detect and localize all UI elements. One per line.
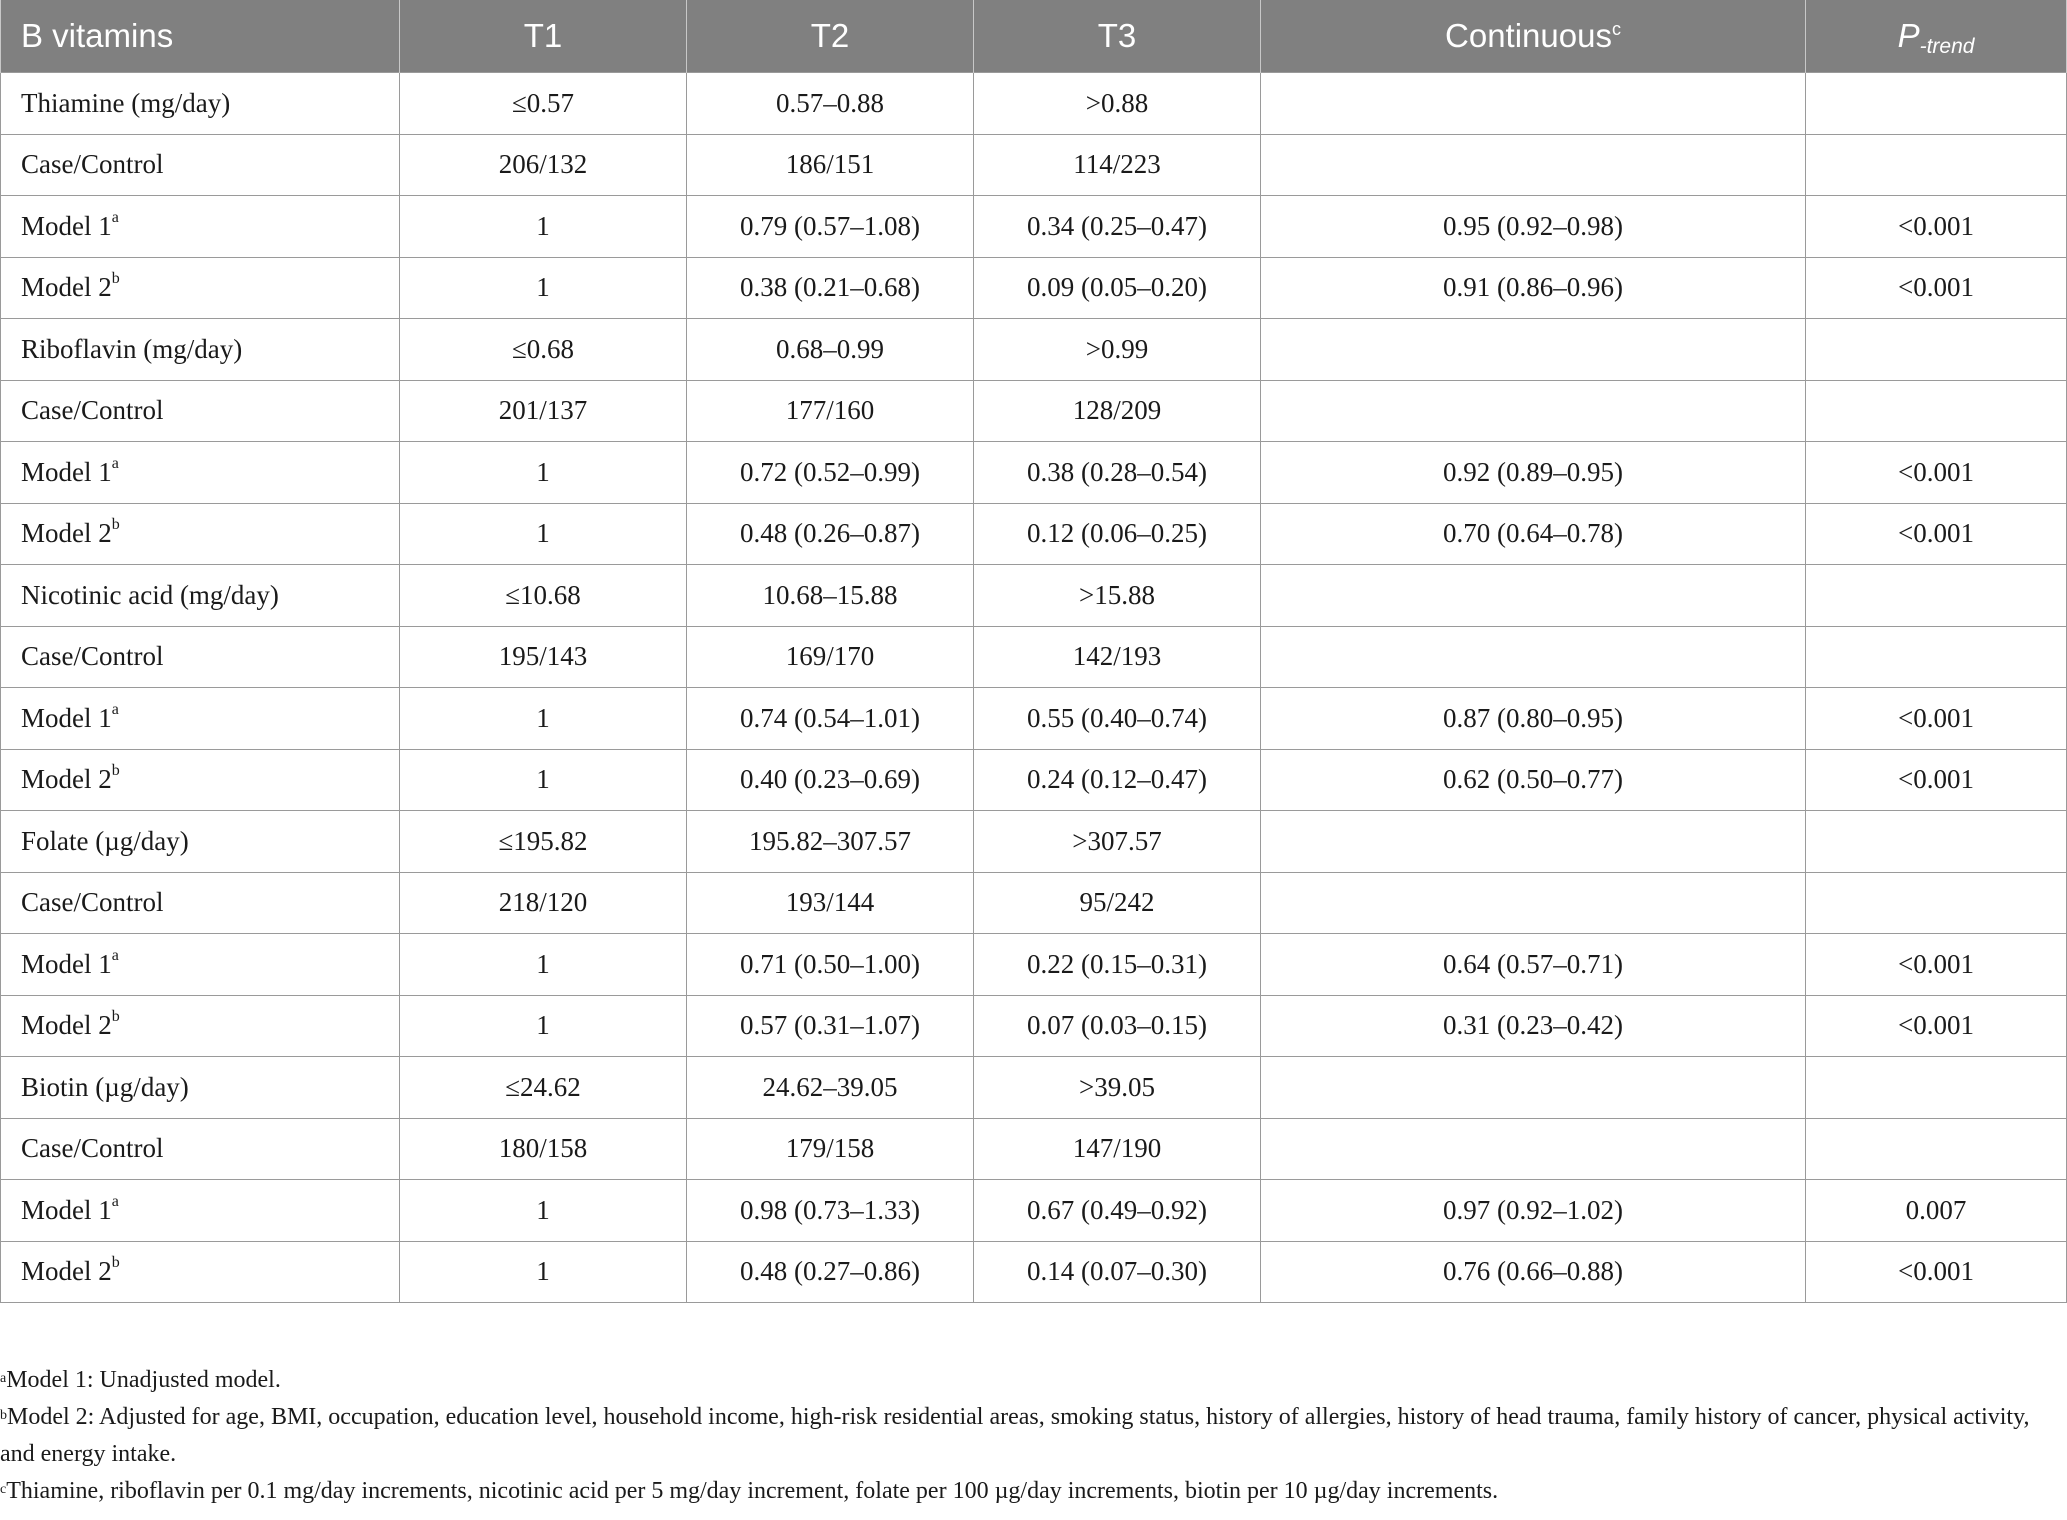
table-row bbox=[1, 811, 2067, 873]
row-label-cell bbox=[1, 749, 400, 811]
header-continuous-sup: c bbox=[1611, 19, 1621, 39]
cell-t1: 1 bbox=[400, 257, 687, 319]
cell-continuous bbox=[1261, 134, 1806, 196]
cell-t3: 128/209 bbox=[974, 380, 1261, 442]
header-t3-text: T3 bbox=[1097, 17, 1137, 54]
cell-t3: 0.34 (0.25–0.47) bbox=[974, 196, 1261, 258]
table-row bbox=[1, 257, 2067, 319]
row-label-sup: b bbox=[111, 516, 120, 534]
cell-t1: 180/158 bbox=[400, 1118, 687, 1180]
cell-p-trend: <0.001 bbox=[1806, 196, 2067, 258]
header-continuous bbox=[1261, 0, 1806, 73]
table-row bbox=[1, 565, 2067, 627]
row-label: Model 2 bbox=[21, 1256, 112, 1287]
row-label: Model 1 bbox=[21, 456, 112, 487]
cell-p-trend: <0.001 bbox=[1806, 688, 2067, 750]
cell-p-trend bbox=[1806, 811, 2067, 873]
cell-continuous bbox=[1261, 872, 1806, 934]
cell-t2: 169/170 bbox=[687, 626, 974, 688]
cell-t2: 0.72 (0.52–0.99) bbox=[687, 442, 974, 504]
cell-t1: 1 bbox=[400, 749, 687, 811]
cell-t3: 114/223 bbox=[974, 134, 1261, 196]
table-body bbox=[1, 73, 2067, 1303]
cell-continuous bbox=[1261, 811, 1806, 873]
header-t2-text: T2 bbox=[810, 17, 850, 54]
row-label-cell bbox=[1, 1057, 400, 1119]
cell-t1: ≤24.62 bbox=[400, 1057, 687, 1119]
cell-t2: 0.68–0.99 bbox=[687, 319, 974, 381]
header-b-vitamins bbox=[1, 0, 400, 73]
table-row bbox=[1, 995, 2067, 1057]
cell-t1: 195/143 bbox=[400, 626, 687, 688]
cell-t2: 177/160 bbox=[687, 380, 974, 442]
footnote-mark: b bbox=[0, 1408, 7, 1423]
cell-t2: 0.57–0.88 bbox=[687, 73, 974, 135]
cell-t3: 147/190 bbox=[974, 1118, 1261, 1180]
row-label: Model 2 bbox=[21, 272, 112, 303]
cell-continuous: 0.76 (0.66–0.88) bbox=[1261, 1241, 1806, 1303]
cell-t1: 218/120 bbox=[400, 872, 687, 934]
row-label-cell bbox=[1, 196, 400, 258]
row-label-cell bbox=[1, 319, 400, 381]
cell-t1: 1 bbox=[400, 442, 687, 504]
cell-continuous bbox=[1261, 319, 1806, 381]
cell-t3: 0.07 (0.03–0.15) bbox=[974, 995, 1261, 1057]
cell-t1: ≤0.57 bbox=[400, 73, 687, 135]
row-label-cell bbox=[1, 1118, 400, 1180]
row-label-cell bbox=[1, 872, 400, 934]
row-label: Case/Control bbox=[21, 887, 164, 918]
row-label-cell bbox=[1, 380, 400, 442]
cell-t3: 142/193 bbox=[974, 626, 1261, 688]
cell-t2: 186/151 bbox=[687, 134, 974, 196]
cell-p-trend bbox=[1806, 1118, 2067, 1180]
table-row bbox=[1, 503, 2067, 565]
cell-t3: 95/242 bbox=[974, 872, 1261, 934]
footnote-text: Model 2: Adjusted for age, BMI, occupation, education level, household income, high-risk residential areas, smoking status, history of allergies, history of head trauma, family history of cancer, physical activity, and energy intake. bbox=[0, 1404, 2030, 1467]
row-label-cell bbox=[1, 257, 400, 319]
cell-p-trend bbox=[1806, 872, 2067, 934]
cell-t3: 0.09 (0.05–0.20) bbox=[974, 257, 1261, 319]
cell-t2: 0.38 (0.21–0.68) bbox=[687, 257, 974, 319]
row-label: Model 2 bbox=[21, 1010, 112, 1041]
table-row bbox=[1, 1180, 2067, 1242]
cell-t3: 0.24 (0.12–0.47) bbox=[974, 749, 1261, 811]
footnote-b bbox=[0, 1399, 2060, 1473]
header-continuous-text: Continuous bbox=[1445, 17, 1612, 54]
header-t3 bbox=[974, 0, 1261, 73]
cell-t2: 195.82–307.57 bbox=[687, 811, 974, 873]
header-p-text: P bbox=[1897, 17, 1920, 54]
cell-continuous: 0.95 (0.92–0.98) bbox=[1261, 196, 1806, 258]
cell-t1: ≤0.68 bbox=[400, 319, 687, 381]
cell-t3: >0.88 bbox=[974, 73, 1261, 135]
row-label: Model 1 bbox=[21, 948, 112, 979]
row-label-cell bbox=[1, 73, 400, 135]
row-label: Case/Control bbox=[21, 1133, 164, 1164]
table-row bbox=[1, 1057, 2067, 1119]
row-label-cell bbox=[1, 688, 400, 750]
cell-t3: 0.14 (0.07–0.30) bbox=[974, 1241, 1261, 1303]
footnotes bbox=[0, 1362, 2060, 1510]
cell-p-trend bbox=[1806, 134, 2067, 196]
cell-continuous bbox=[1261, 1118, 1806, 1180]
cell-t1: 1 bbox=[400, 196, 687, 258]
cell-p-trend bbox=[1806, 380, 2067, 442]
row-label: Model 1 bbox=[21, 1194, 112, 1225]
cell-t3: 0.12 (0.06–0.25) bbox=[974, 503, 1261, 565]
cell-continuous bbox=[1261, 626, 1806, 688]
cell-p-trend: <0.001 bbox=[1806, 749, 2067, 811]
table-row bbox=[1, 380, 2067, 442]
row-label: Nicotinic acid (mg/day) bbox=[21, 579, 279, 610]
cell-t1: 1 bbox=[400, 934, 687, 996]
cell-t1: 206/132 bbox=[400, 134, 687, 196]
row-label-cell bbox=[1, 503, 400, 565]
row-label: Case/Control bbox=[21, 395, 164, 426]
cell-p-trend bbox=[1806, 1057, 2067, 1119]
row-label: Model 2 bbox=[21, 764, 112, 795]
cell-continuous: 0.87 (0.80–0.95) bbox=[1261, 688, 1806, 750]
footnote-text: Thiamine, riboflavin per 0.1 mg/day increments, nicotinic acid per 5 mg/day increment, folate per 100 µg/day increments, biotin per 10 µg/day increments. bbox=[6, 1478, 1499, 1504]
row-label-sup: a bbox=[111, 1192, 119, 1210]
cell-continuous bbox=[1261, 1057, 1806, 1119]
row-label: Model 2 bbox=[21, 518, 112, 549]
cell-continuous: 0.62 (0.50–0.77) bbox=[1261, 749, 1806, 811]
cell-t3: 0.22 (0.15–0.31) bbox=[974, 934, 1261, 996]
header-b-vitamins-text: B vitamins bbox=[21, 17, 174, 54]
cell-continuous: 0.97 (0.92–1.02) bbox=[1261, 1180, 1806, 1242]
cell-p-trend bbox=[1806, 626, 2067, 688]
row-label: Riboflavin (mg/day) bbox=[21, 333, 243, 364]
cell-t2: 179/158 bbox=[687, 1118, 974, 1180]
cell-t2: 193/144 bbox=[687, 872, 974, 934]
cell-t1: 1 bbox=[400, 1241, 687, 1303]
cell-p-trend: <0.001 bbox=[1806, 503, 2067, 565]
cell-p-trend: <0.001 bbox=[1806, 934, 2067, 996]
cell-p-trend: <0.001 bbox=[1806, 442, 2067, 504]
cell-t3: >39.05 bbox=[974, 1057, 1261, 1119]
cell-t2: 24.62–39.05 bbox=[687, 1057, 974, 1119]
row-label-sup: a bbox=[111, 700, 119, 718]
cell-p-trend bbox=[1806, 319, 2067, 381]
table-row bbox=[1, 688, 2067, 750]
table-row bbox=[1, 134, 2067, 196]
header-p-sub: -trend bbox=[1919, 35, 1975, 58]
footnote-a bbox=[0, 1362, 2060, 1399]
cell-p-trend bbox=[1806, 73, 2067, 135]
row-label-cell bbox=[1, 811, 400, 873]
cell-t1: 201/137 bbox=[400, 380, 687, 442]
table-row bbox=[1, 319, 2067, 381]
row-label-sup: b bbox=[111, 1254, 120, 1272]
row-label-cell bbox=[1, 1180, 400, 1242]
table-row bbox=[1, 196, 2067, 258]
row-label: Case/Control bbox=[21, 149, 164, 180]
row-label-cell bbox=[1, 565, 400, 627]
cell-t1: 1 bbox=[400, 688, 687, 750]
cell-continuous: 0.92 (0.89–0.95) bbox=[1261, 442, 1806, 504]
row-label-sup: b bbox=[111, 1008, 120, 1026]
footnote-text: Model 1: Unadjusted model. bbox=[6, 1367, 281, 1393]
row-label-cell bbox=[1, 995, 400, 1057]
header-t1 bbox=[400, 0, 687, 73]
header-p-trend bbox=[1806, 0, 2067, 73]
row-label: Thiamine (mg/day) bbox=[21, 87, 231, 118]
cell-continuous: 0.31 (0.23–0.42) bbox=[1261, 995, 1806, 1057]
row-label-sup: b bbox=[111, 762, 120, 780]
row-label: Model 1 bbox=[21, 702, 112, 733]
cell-continuous: 0.64 (0.57–0.71) bbox=[1261, 934, 1806, 996]
cell-t2: 0.48 (0.26–0.87) bbox=[687, 503, 974, 565]
cell-t2: 0.98 (0.73–1.33) bbox=[687, 1180, 974, 1242]
row-label-cell bbox=[1, 626, 400, 688]
row-label-sup: a bbox=[111, 208, 119, 226]
row-label-sup: b bbox=[111, 270, 120, 288]
cell-p-trend: <0.001 bbox=[1806, 257, 2067, 319]
cell-t2: 0.57 (0.31–1.07) bbox=[687, 995, 974, 1057]
cell-t3: >0.99 bbox=[974, 319, 1261, 381]
table-row bbox=[1, 934, 2067, 996]
table-row bbox=[1, 1241, 2067, 1303]
table-header bbox=[1, 0, 2067, 73]
cell-t1: ≤195.82 bbox=[400, 811, 687, 873]
cell-t1: 1 bbox=[400, 503, 687, 565]
cell-t2: 0.79 (0.57–1.08) bbox=[687, 196, 974, 258]
cell-t2: 0.48 (0.27–0.86) bbox=[687, 1241, 974, 1303]
header-t2 bbox=[687, 0, 974, 73]
table-row bbox=[1, 442, 2067, 504]
table-row bbox=[1, 872, 2067, 934]
table-row bbox=[1, 626, 2067, 688]
table-row bbox=[1, 73, 2067, 135]
cell-p-trend bbox=[1806, 565, 2067, 627]
row-label-cell bbox=[1, 934, 400, 996]
cell-t3: 0.55 (0.40–0.74) bbox=[974, 688, 1261, 750]
header-row bbox=[1, 0, 2067, 73]
cell-t3: 0.67 (0.49–0.92) bbox=[974, 1180, 1261, 1242]
cell-continuous bbox=[1261, 73, 1806, 135]
cell-t2: 10.68–15.88 bbox=[687, 565, 974, 627]
row-label: Case/Control bbox=[21, 641, 164, 672]
footnote-mark: a bbox=[0, 1371, 7, 1386]
cell-t2: 0.40 (0.23–0.69) bbox=[687, 749, 974, 811]
footnote-c bbox=[0, 1473, 2060, 1510]
table-row bbox=[1, 749, 2067, 811]
cell-t3: >15.88 bbox=[974, 565, 1261, 627]
cell-continuous: 0.70 (0.64–0.78) bbox=[1261, 503, 1806, 565]
footnote-mark: c bbox=[0, 1482, 7, 1497]
row-label-sup: a bbox=[111, 946, 119, 964]
row-label-cell bbox=[1, 1241, 400, 1303]
cell-t1: ≤10.68 bbox=[400, 565, 687, 627]
table-row bbox=[1, 1118, 2067, 1180]
cell-p-trend: <0.001 bbox=[1806, 1241, 2067, 1303]
cell-t3: >307.57 bbox=[974, 811, 1261, 873]
cell-t2: 0.71 (0.50–1.00) bbox=[687, 934, 974, 996]
cell-p-trend: 0.007 bbox=[1806, 1180, 2067, 1242]
cell-continuous bbox=[1261, 380, 1806, 442]
cell-p-trend: <0.001 bbox=[1806, 995, 2067, 1057]
cell-t2: 0.74 (0.54–1.01) bbox=[687, 688, 974, 750]
cell-continuous bbox=[1261, 565, 1806, 627]
row-label: Folate (µg/day) bbox=[21, 825, 189, 856]
cell-t1: 1 bbox=[400, 1180, 687, 1242]
row-label: Model 1 bbox=[21, 210, 112, 241]
row-label-cell bbox=[1, 134, 400, 196]
cell-t1: 1 bbox=[400, 995, 687, 1057]
cell-t3: 0.38 (0.28–0.54) bbox=[974, 442, 1261, 504]
row-label-sup: a bbox=[111, 454, 119, 472]
header-t1-text: T1 bbox=[523, 17, 563, 54]
row-label: Biotin (µg/day) bbox=[21, 1071, 189, 1102]
cell-continuous: 0.91 (0.86–0.96) bbox=[1261, 257, 1806, 319]
row-label-cell bbox=[1, 442, 400, 504]
